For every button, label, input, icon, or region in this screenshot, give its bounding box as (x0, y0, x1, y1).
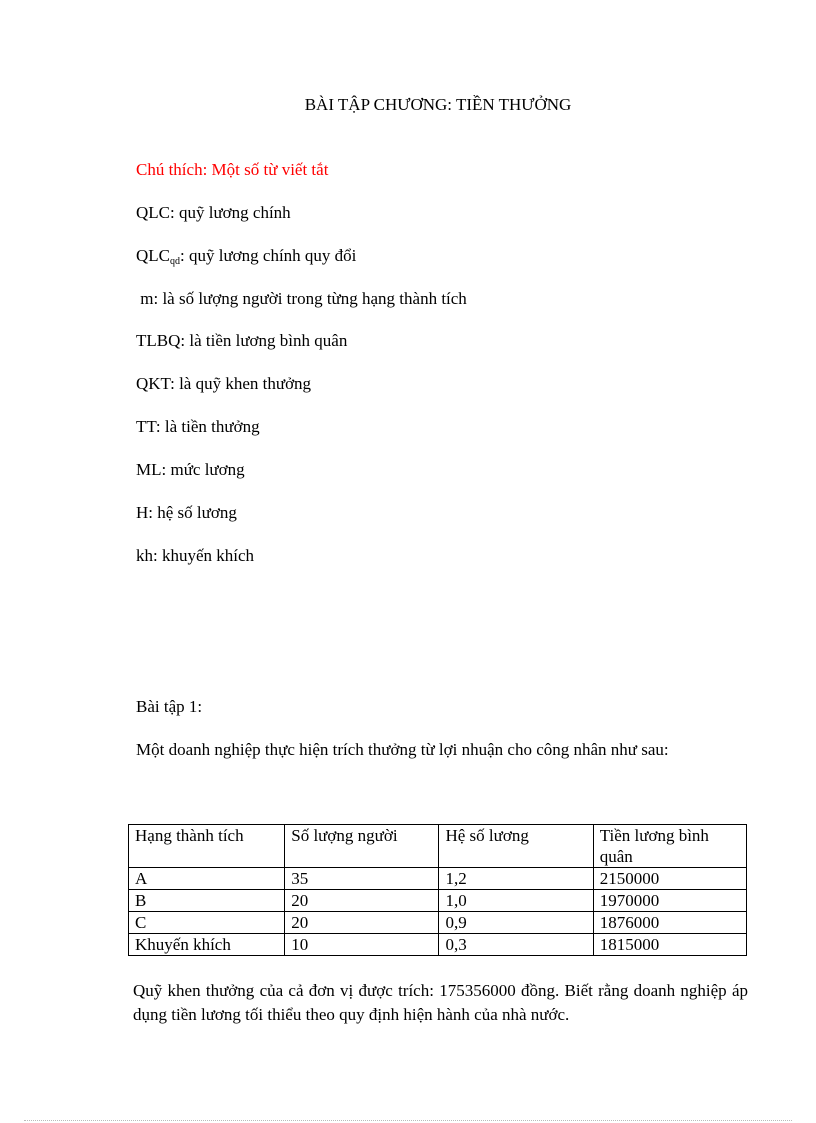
table-row (129, 934, 747, 956)
abbr-qlcqd-rest: : quỹ lương chính quy đổi (180, 246, 357, 265)
abbr-qlcqd-prefix: QLC (136, 246, 170, 265)
table-cell: 1,0 (439, 890, 593, 912)
abbr-h: H: hệ số lương (136, 503, 237, 522)
table-header-cell: Hệ số lương (439, 825, 593, 868)
page-title: BÀI TẬP CHƯƠNG: TIỀN THƯỞNG (304, 95, 572, 114)
table-row (129, 890, 747, 912)
table-row (129, 868, 747, 890)
table-cell: 0,9 (439, 912, 593, 934)
table-cell: 20 (285, 912, 439, 934)
abbr-qlcqd (136, 246, 356, 266)
table-cell: 20 (285, 890, 439, 912)
table-cell: 1970000 (593, 890, 746, 912)
abbr-qlc: QLC: quỹ lương chính (136, 203, 291, 222)
abbr-ml: ML: mức lương (136, 460, 245, 479)
closing-paragraph: Quỹ khen thưởng của cả đơn vị được trích: 175356000 đồng. Biết rằng doanh nghiệp áp dụng tiền lương tối thiểu theo quy định hiện hành của nhà nước. (133, 981, 748, 1024)
table-header-row (129, 825, 747, 868)
table-cell: A (129, 868, 285, 890)
abbr-qkt: QKT: là quỹ khen thưởng (136, 374, 312, 393)
table-cell: 1876000 (593, 912, 746, 934)
table-cell: B (129, 890, 285, 912)
grades-table (128, 824, 747, 956)
table-cell: Khuyến khích (129, 934, 285, 956)
table-cell: 2150000 (593, 868, 746, 890)
table-header-cell: Số lượng người (285, 825, 439, 868)
exercise-intro: Một doanh nghiệp thực hiện trích thưởng từ lợi nhuận cho công nhân như sau: (136, 740, 669, 759)
abbr-qlcqd-subscript: qd (170, 256, 180, 267)
table-cell: 0,3 (439, 934, 593, 956)
table-cell: 1815000 (593, 934, 746, 956)
notes-heading: Chú thích: Một số từ viết tắt (136, 160, 329, 179)
table-cell: C (129, 912, 285, 934)
table-header-cell: Tiền lương bình quân (593, 825, 746, 868)
table-cell: 1,2 (439, 868, 593, 890)
page-bottom-rule (24, 1120, 792, 1121)
abbr-m: m: là số lượng người trong từng hạng thành tích (136, 289, 467, 308)
abbr-tt: TT: là tiền thưởng (136, 417, 260, 436)
exercise-heading: Bài tập 1: (136, 697, 203, 716)
table-header-cell: Hạng thành tích (129, 825, 285, 868)
table-cell: 10 (285, 934, 439, 956)
abbr-kh: kh: khuyến khích (136, 546, 255, 565)
abbr-tlbq: TLBQ: là tiền lương bình quân (136, 331, 348, 350)
table-row (129, 912, 747, 934)
table-cell: 35 (285, 868, 439, 890)
